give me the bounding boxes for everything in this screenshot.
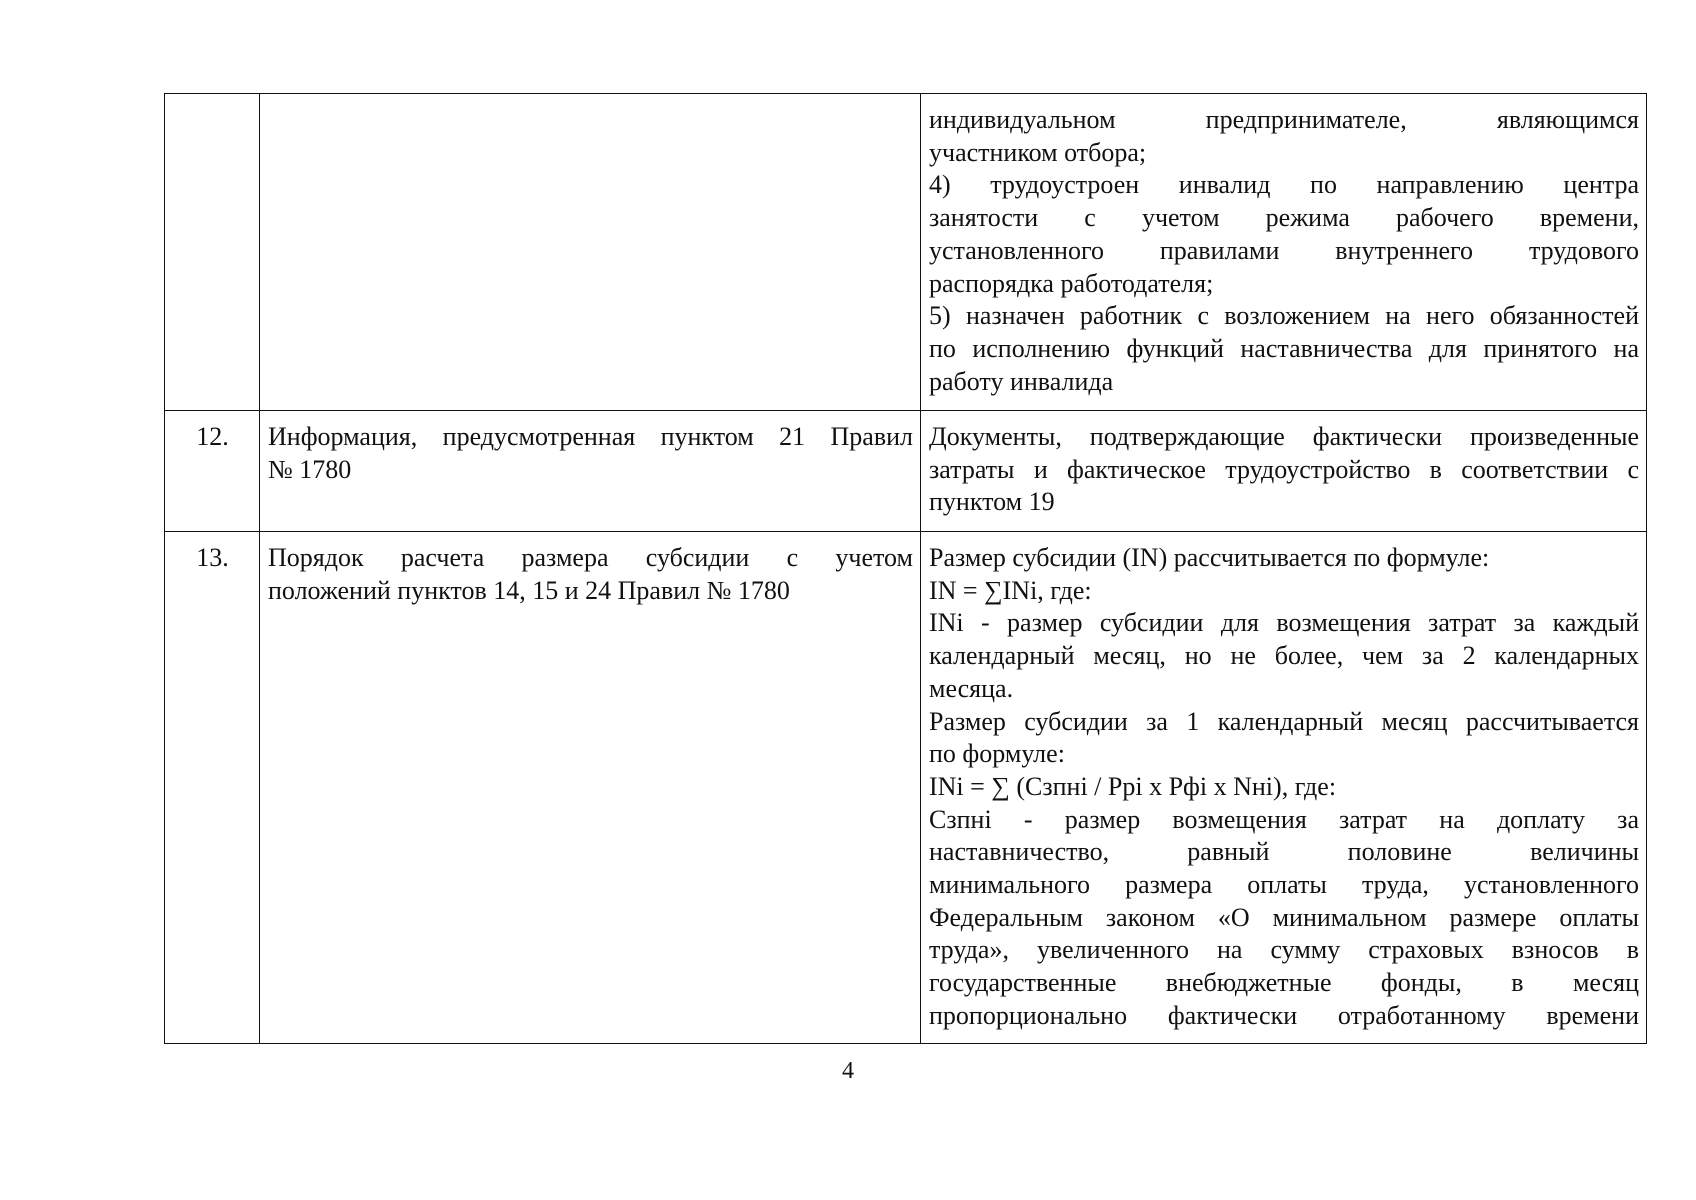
- text-line: Федеральным законом «О минимальном размере оплаты: [929, 902, 1639, 932]
- row-number-cell: [165, 532, 260, 1044]
- row-number: 12.: [196, 422, 229, 451]
- row-number-cell: [165, 411, 260, 532]
- table-row: [165, 532, 1647, 1044]
- text-line: по формуле:: [929, 739, 1065, 769]
- text-line: государственные внебюджетные фонды, в месяц: [929, 968, 1639, 998]
- content-cell: [921, 532, 1647, 1044]
- text-line: минимального размера оплаты труда, установленного: [929, 870, 1639, 900]
- text-line: 5) назначен работник с возложением на него обязанностей: [929, 301, 1639, 331]
- text-line: участником отбора;: [929, 137, 1147, 167]
- parameter-cell: [260, 532, 921, 1044]
- text-line: Размер субсидии за 1 календарный месяц рассчитывается: [929, 706, 1639, 736]
- text-line: календарный месяц, но не более, чем за 2 календарных: [929, 641, 1639, 671]
- formula-line: IN = ∑INi, где:: [929, 575, 1092, 605]
- text-line: пропорционально фактически отработанному времени: [929, 1000, 1639, 1030]
- text-line: Информация, предусмотренная пунктом 21 Правил: [268, 422, 913, 451]
- text-line: Документы, подтверждающие фактически произведенные: [929, 422, 1639, 451]
- text-line: 4) трудоустроен инвалид по направлению центра: [929, 170, 1639, 200]
- text-line: Порядок расчета размера субсидии с учетом: [268, 543, 913, 572]
- text-line: месяца.: [929, 673, 1014, 703]
- text-line: Размер субсидии (IN) рассчитывается по формуле:: [929, 543, 1490, 572]
- text-line: положений пунктов 14, 15 и 24 Правил № 1780: [268, 575, 790, 605]
- table-row: [165, 94, 1647, 411]
- text-line: № 1780: [268, 454, 352, 484]
- text-line: установленного правилами внутреннего трудового: [929, 235, 1639, 265]
- text-line: пунктом 19: [929, 487, 1055, 517]
- row-number: 13.: [196, 543, 229, 572]
- content-cell: [921, 94, 1647, 411]
- text-line: INi - размер субсидии для возмещения затрат за каждый: [929, 608, 1639, 638]
- content-cell: [921, 411, 1647, 532]
- page-number: 4: [842, 1058, 854, 1084]
- text-line: затраты и фактическое трудоустройство в соответствии с: [929, 454, 1639, 484]
- text-line: распорядка работодателя;: [929, 268, 1214, 298]
- text-line: занятости с учетом режима рабочего времени,: [929, 203, 1639, 233]
- table-row: [165, 411, 1647, 532]
- text-line: работу инвалида: [929, 366, 1114, 396]
- parameter-cell: [260, 94, 921, 411]
- parameter-cell: [260, 411, 921, 532]
- text-line: труда», увеличенного на сумму страховых взносов в: [929, 935, 1639, 965]
- text-line: наставничество, равный половине величины: [929, 837, 1639, 867]
- text-line: Сзпнi - размер возмещения затрат на доплату за: [929, 804, 1639, 834]
- text-line: индивидуальном предпринимателе, являющимся: [929, 105, 1639, 134]
- requirements-table: [164, 93, 1647, 1044]
- row-number-cell: [165, 94, 260, 411]
- formula-line: INi = ∑ (Сзпнi / Ррi х Рфi х Nнi), где:: [929, 771, 1337, 801]
- text-line: по исполнению функций наставничества для принятого на: [929, 333, 1639, 363]
